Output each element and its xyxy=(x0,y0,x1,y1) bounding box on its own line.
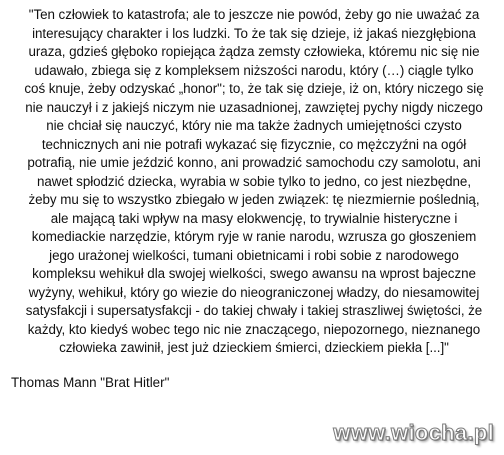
quote-line: kompleksu wehikuł dla swojej wielkości, swego awansu na wprost bajeczne xyxy=(32,266,476,281)
quote-line: interesujący charakter i los ludzki. To że tak się dzieje, iż jakaś niezgłębiona xyxy=(32,25,476,41)
quote-line: komediackie narzędzie, którym ryje w ranie narodu, wzrusza go głoszeniem xyxy=(31,229,477,244)
quote-line: jego urażonej wielkości, tumani obietnicami i robi sobie z narodowego xyxy=(49,247,459,263)
quote-line: każdy, kto kiedyś wobec tego nic nie znaczącego, niepozornego, nieznanego xyxy=(27,321,481,337)
quote-line: technicznych ani nie potrafi wykazać się fizycznie, co mężczyźni na ogół xyxy=(41,136,467,152)
quote-line: nie nauczył i z jakiejś niczym nie uzasadnionej, zawziętej pychy nigdy niczego xyxy=(25,99,483,115)
quote-line: wyżyny, wehikuł, który go wiezie do nieograniczonej władzy, do niesamowitej xyxy=(28,284,480,300)
quote-line: nie chciał się nauczyć, który nie ma także żadnych umiejętności czysto xyxy=(46,118,462,133)
attribution: Thomas Mann "Brat Hitler" xyxy=(11,375,170,390)
quote-line: potrafią, nie umie jeździć konno, ani prowadzić samochodu czy samolotu, ani xyxy=(27,155,481,170)
site-watermark: www.wiocha.pl xyxy=(333,420,494,445)
quote-line: satysfakcji i supersatysfakcji - do takiej chwały i takiej straszliwej świętości, że xyxy=(25,303,483,318)
quote-line: człowieka zawinił, jest już dzieckiem śmierci, dzieckiem piekła [...]" xyxy=(59,340,449,355)
quote-line: nawet spłodzić dziecka, wyrabia w sobie tylko to jedno, co jest niezbędne, xyxy=(37,173,471,189)
quote-line: "Ten człowiek to katastrofa; ale to jeszcze nie powód, żeby go nie uważać za xyxy=(28,7,480,22)
quote-line: żeby mu się to wszystko zbiegało w jeden związek: tę niezmiernie poślednią, xyxy=(28,192,480,207)
quote-line: udawało, zbiega się z kompleksem niższości narodu, który (…) ciągle tylko xyxy=(34,62,474,78)
quote-line: ale mającą taki wpływ na masy elokwencję, to trywialnie histeryczne i xyxy=(50,210,458,226)
quote-line: coś knuje, żeby odzyskać „honor"; to, że tak się dzieje, iż on, który niczego się xyxy=(24,81,484,96)
quote-line: uraza, gdzieś głęboko ropiejąca żądza zemsty człowieka, któremu nic się nie xyxy=(28,44,480,59)
quote-text xyxy=(11,6,497,358)
